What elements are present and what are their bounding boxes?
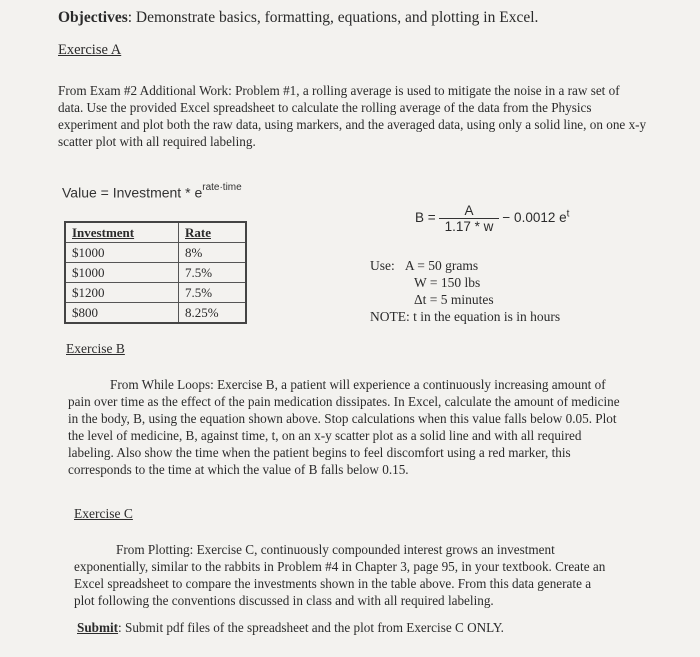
table-row bbox=[65, 303, 246, 324]
table-cell: 8.25% bbox=[179, 303, 247, 324]
objectives-text: : Demonstrate basics, formatting, equations, and plotting in Excel. bbox=[127, 9, 539, 26]
table-cell: 7.5% bbox=[179, 283, 247, 303]
table-header-row bbox=[65, 222, 246, 243]
value-formula-lhs: Value = Investment bbox=[62, 184, 182, 201]
exercise-a-title: Exercise A bbox=[58, 42, 122, 58]
submit-text: : Submit pdf files of the spreadsheet and the plot from Exercise C ONLY. bbox=[118, 620, 504, 635]
table-header: Rate bbox=[179, 222, 247, 243]
use-w: W = 150 lbs bbox=[414, 275, 481, 290]
table-cell: $1000 bbox=[65, 243, 179, 263]
table-row bbox=[65, 263, 246, 283]
value-formula-base: e bbox=[194, 184, 203, 201]
exercise-c-title: Exercise C bbox=[74, 506, 133, 521]
submit-line bbox=[77, 620, 504, 636]
equation-tail: − 0.0012 e bbox=[502, 210, 567, 226]
table-cell: 8% bbox=[179, 243, 247, 263]
equation-tail-exponent: t bbox=[566, 208, 570, 220]
equation-lhs: B = bbox=[415, 210, 436, 226]
table-cell: $1200 bbox=[65, 283, 179, 303]
equation-numerator: A bbox=[439, 203, 500, 219]
objectives-heading bbox=[58, 9, 538, 27]
table-row bbox=[65, 283, 246, 303]
table-row bbox=[65, 243, 246, 263]
value-formula-exponent: rate·time bbox=[202, 182, 242, 193]
use-note: NOTE: t in the equation is in hours bbox=[370, 309, 561, 324]
table-header: Investment bbox=[65, 222, 179, 243]
exercise-b-body: From While Loops: Exercise B, a patient will experience a continuously increasing amount of pain over time as the effect of the pain medication dissipates. In Excel, calculate the amount of medicine in the body, B, using the equation shown above. Stop calculations when this value falls below 0.05. Plot the level of medicine, B, against time, t, on an x-y scatter plot as a solid line and with all required labeling. Also show the time when the patient begins to feel discomfort using a red marker, this corresponds to the time at which the value of B falls below 0.15. bbox=[68, 377, 620, 477]
table-cell: $1000 bbox=[65, 263, 179, 283]
table-cell: 7.5% bbox=[179, 263, 247, 283]
use-values bbox=[370, 257, 560, 325]
exercise-c-body: From Plotting: Exercise C, continuously compounded interest grows an investment exponentially, similar to the rabbits in Problem #4 in Chapter 3, page 95, in your textbook. Create an Excel spreadsheet to compare the investments shown in the table above. From this data generate a plot following the conventions discussed in class and with all required labeling. bbox=[74, 542, 606, 608]
medicine-equation bbox=[415, 203, 569, 234]
objectives-label: Objectives bbox=[58, 9, 128, 26]
value-formula bbox=[62, 184, 242, 201]
table-cell: $800 bbox=[65, 303, 179, 324]
submit-label: Submit bbox=[77, 620, 119, 635]
exercise-b-title: Exercise B bbox=[66, 341, 125, 356]
use-dt: Δt = 5 minutes bbox=[414, 292, 494, 307]
investment-table bbox=[64, 221, 247, 324]
value-formula-op: * bbox=[185, 184, 191, 201]
exercise-a-body: From Exam #2 Additional Work: Problem #1, a rolling average is used to mitigate the noise in a raw set of data. Use the provided Excel spreadsheet to calculate the rolling average of the data from the Physics experiment and plot both the raw data, using markers, and the averaged data, using only a solid line, on one x-y scatter plot with all required labeling. bbox=[58, 83, 647, 149]
equation-denominator: 1.17 * w bbox=[444, 219, 494, 234]
use-label: Use: bbox=[370, 258, 395, 273]
equation-fraction bbox=[439, 203, 500, 234]
use-a: A = 50 grams bbox=[404, 258, 479, 273]
